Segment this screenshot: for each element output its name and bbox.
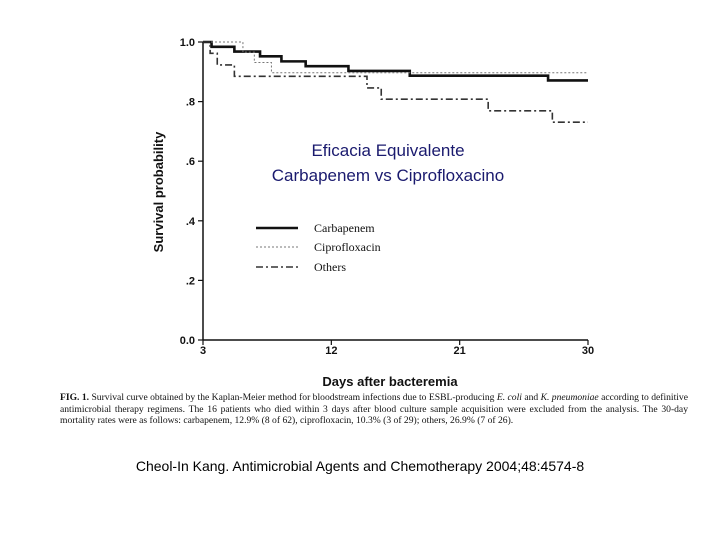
x-tick-label: 12 bbox=[325, 345, 338, 357]
caption-text-a: Survival curve obtained by the Kaplan-Meier method for bloodstream infections due to ESBL-producing bbox=[89, 392, 497, 403]
caption-text-c: according to definitive antimicrobial therapy regimens. The 16 patients who died within 3 days after blood culture sample acquisition were excluded from the analysis. The 30-day mortality rates were as follows: carbapenem, 12.9% (8 of 62), ciprofloxacin, 10.3% (3 of 29); others, 26.9% (7 of 26). bbox=[60, 392, 688, 426]
caption-fig-label: FIG. 1. bbox=[60, 392, 90, 403]
y-axis-title: Survival probability bbox=[151, 131, 166, 253]
y-tick-label: .4 bbox=[185, 215, 195, 228]
caption-species-1: E. coli bbox=[496, 392, 522, 403]
series-line-carbapenem bbox=[203, 42, 588, 80]
y-ticks bbox=[180, 37, 203, 347]
x-tick-label: 30 bbox=[581, 345, 595, 357]
legend-label-carbapenem: Carbapenem bbox=[314, 221, 375, 235]
x-axis-title: Days after bacteremia bbox=[322, 374, 458, 389]
citation: Cheol-In Kang. Antimicrobial Agents and Chemotherapy 2004;48:4574-8 bbox=[135, 458, 585, 474]
x-ticks bbox=[200, 340, 594, 357]
x-tick-label: 21 bbox=[453, 345, 466, 357]
y-tick-label: 0.0 bbox=[179, 335, 195, 347]
y-tick-label: .8 bbox=[185, 96, 195, 109]
caption-species-2: K. pneumoniae bbox=[540, 392, 599, 403]
legend-label-others: Others bbox=[314, 260, 346, 274]
overlay-title-line1: Eficacia Equivalente bbox=[311, 141, 465, 160]
overlay-title-line2: Carbapenem vs Ciprofloxacino bbox=[271, 166, 505, 185]
legend-label-ciprofloxacin: Ciprofloxacin bbox=[314, 240, 381, 254]
x-tick-label: 3 bbox=[199, 345, 207, 357]
y-tick-label: .2 bbox=[185, 275, 195, 288]
series-layer bbox=[203, 42, 588, 122]
y-tick-label: .6 bbox=[185, 156, 195, 169]
y-tick-label: 1.0 bbox=[179, 37, 195, 49]
figure-caption bbox=[60, 392, 688, 427]
legend bbox=[256, 221, 381, 274]
caption-text-b: and bbox=[521, 392, 541, 403]
